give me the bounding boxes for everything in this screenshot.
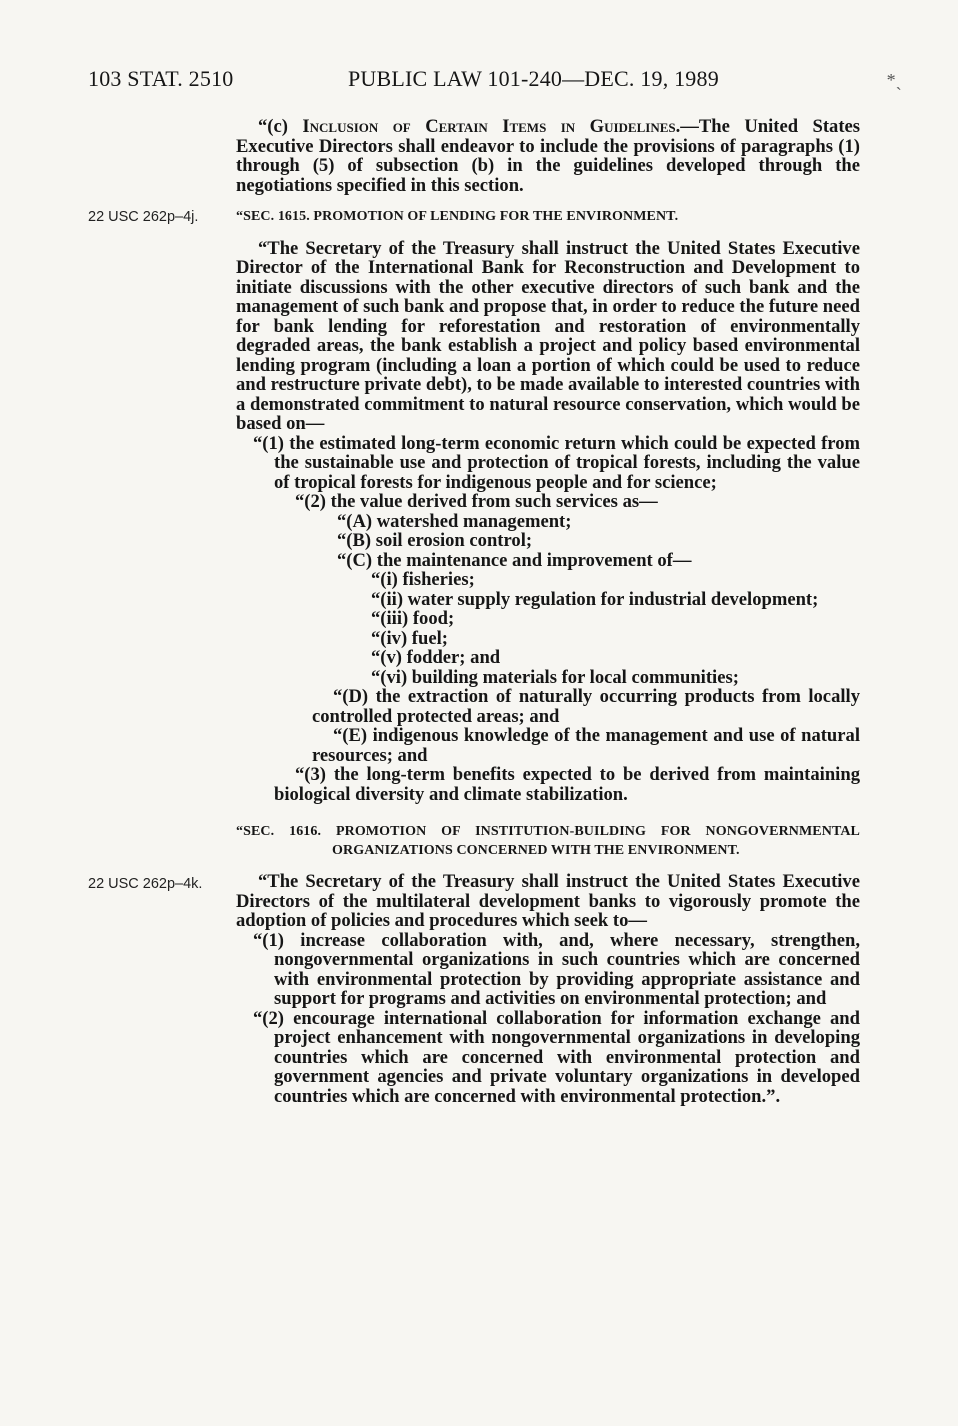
clause-iii: “(iii) food; bbox=[371, 608, 455, 629]
section-1615-intro: “The Secretary of the Treasury shall instruct the United States Executive Director of the International Bank for Reconstruction and Development to initiate discussions with the other executive directors of such bank and the management of such bank and propose that, in order to reduce the future need for bank lending for reforestation and restoration of environmentally degraded areas, the bank establish a project and policy based environmental lending program (including a loan a portion of which could be used to reduce and restructure private debt), to be made available to interested countries with a demonstrated commitment to natural resource conservation, which would be based on— bbox=[236, 237, 860, 434]
clause-v: “(v) fodder; and bbox=[371, 647, 501, 668]
subparagraph-b: “(B) soil erosion control; bbox=[337, 530, 533, 551]
subparagraph-e: “(E) indigenous knowledge of the management and use of natural resources; and bbox=[312, 725, 860, 766]
paragraph-q1: “(1) increase collaboration with, and, where necessary, strengthen, nongovernmental organizations in such countries which are concerned with environmental protection by providing appropriate assistance and support for programs and activities on environmental protection; and bbox=[253, 929, 860, 1009]
page-stat-number: 103 STAT. 2510 bbox=[88, 66, 234, 91]
paragraph-2: “(2) the value derived from such services as— bbox=[295, 491, 658, 512]
subsection-c bbox=[236, 117, 860, 195]
section-1615-heading: “SEC. 1615. PROMOTION OF LENDING FOR THE ENVIRONMENT. bbox=[236, 209, 679, 224]
margin-citation-1615: 22 USC 262p–4j. bbox=[88, 209, 199, 225]
clause-iv: “(iv) fuel; bbox=[371, 627, 448, 649]
subparagraph-a: “(A) watershed management; bbox=[337, 510, 572, 532]
section-1616-heading: “SEC. 1616. PROMOTION OF INSTITUTION-BUILDING FOR NONGOVERNMENTAL ORGANIZATIONS CONCERNED WITH THE ENVIRONMENT. bbox=[236, 824, 860, 858]
subparagraph-d: “(D) the extraction of naturally occurring products from locally controlled protected areas; and bbox=[312, 686, 860, 727]
clause-i: “(i) fisheries; bbox=[371, 569, 475, 590]
clause-ii: “(ii) water supply regulation for industrial development; bbox=[371, 588, 819, 610]
statute-body bbox=[236, 117, 860, 1106]
subsection-c-text: —The United States Executive Directors shall endeavor to include the provisions of paragraphs (1) through (5) of subsection (b) in the guidelines developed through the negotiations specified in this section. bbox=[236, 116, 860, 196]
paragraph-q2: “(2) encourage international collaboration for information exchange and project enhancement with nongovernmental organizations in developing countries which are concerned with environmental protection and government agencies and private voluntary organizations in developed countries which are concerned with environmental protection.”. bbox=[253, 1007, 860, 1107]
subsection-c-label: “(c) bbox=[258, 116, 303, 137]
corner-mark: *ˎ bbox=[886, 70, 902, 90]
paragraph-1: “(1) the estimated long-term economic return which could be expected from the sustainable use and protection of tropical forests, including the value of tropical forests for indigenous people and for science; bbox=[253, 432, 860, 493]
clause-vi: “(vi) building materials for local communities; bbox=[371, 666, 739, 688]
page-running-title: PUBLIC LAW 101-240—DEC. 19, 1989 bbox=[348, 66, 719, 91]
margin-citation-1616: 22 USC 262p–4k. bbox=[88, 876, 203, 892]
paragraph-3: “(3) the long-term benefits expected to be derived from maintaining biological diversity and climate stabilization. bbox=[274, 764, 860, 805]
subsection-c-heading: Inclusion of Certain Items in Guidelines. bbox=[302, 116, 681, 137]
subparagraph-c: “(C) the maintenance and improvement of— bbox=[337, 549, 692, 571]
section-1616-intro: “The Secretary of the Treasury shall instruct the United States Executive Directors of the multilateral development banks to vigorously promote the adoption of policies and procedures which seek to— bbox=[236, 871, 860, 931]
